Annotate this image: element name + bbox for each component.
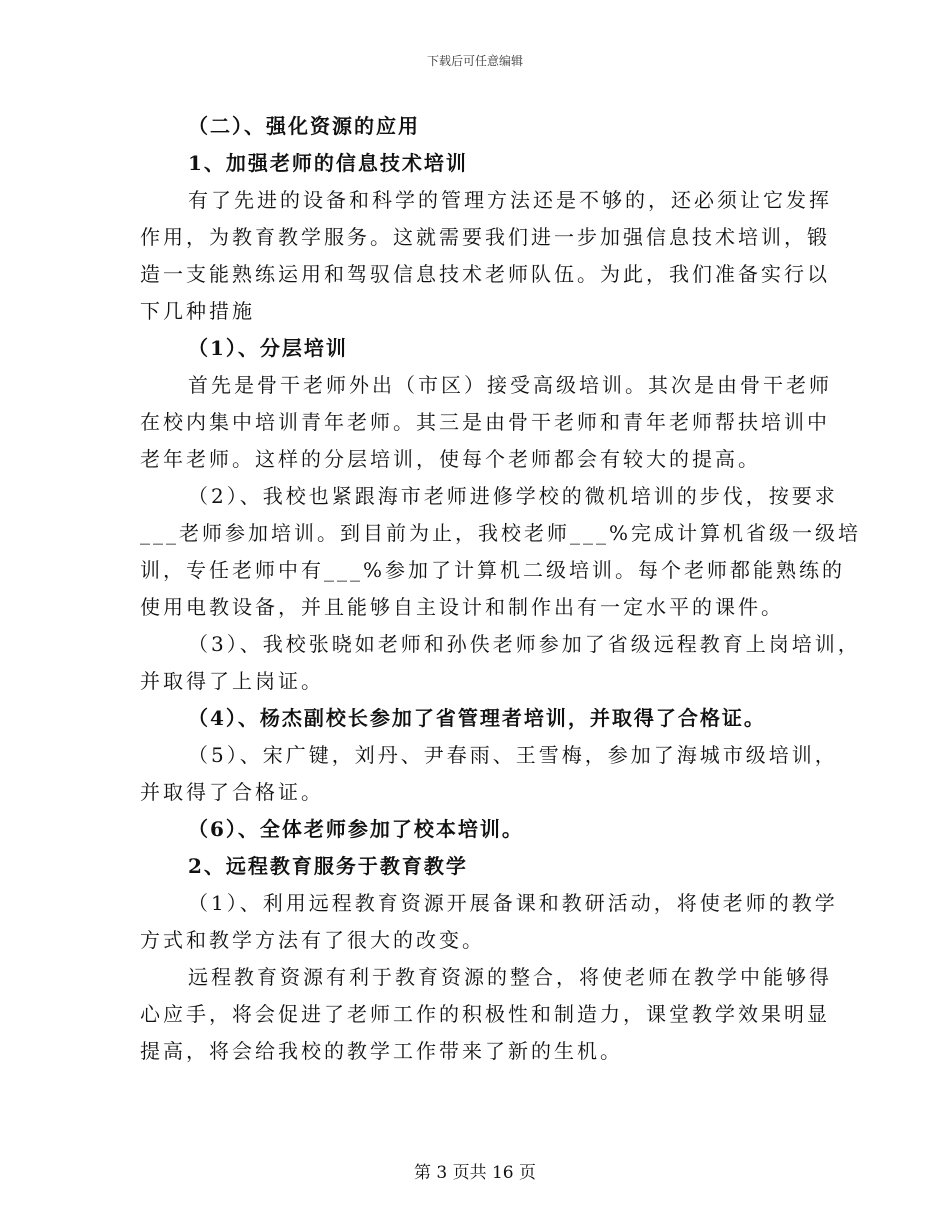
page-header: 下载后可任意编辑 [426, 54, 523, 68]
paragraph-line: （5）、宋广键，刘丹、尹春雨、王雪梅，参加了海城市级培训， [188, 743, 838, 767]
paragraph-line: 有了先进的设备和科学的管理方法还是不够的，还必须让它发挥 [188, 188, 832, 212]
paragraph-line: （3）、我校张晓如老师和孙佚老师参加了省级远程教育上岗培训， [188, 632, 861, 656]
paragraph-line: 远程教育资源有利于教育资源的整合，将使老师在教学中能够得 [188, 965, 832, 989]
subsection-heading: 2、远程教育服务于教育教学 [188, 854, 468, 878]
item-heading: （1）、分层培训 [188, 336, 348, 360]
paragraph-line: 训，专任老师中有___%参加了计算机二级培训。每个老师都能熟练的 [140, 558, 846, 582]
paragraph-line: 提高，将会给我校的教学工作带来了新的生机。 [140, 1039, 623, 1063]
paragraph-line: 作用，为教育教学服务。这就需要我们进一步加强信息技术培训，锻 [140, 225, 830, 249]
paragraph-line: 首先是骨干老师外出（市区）接受高级培训。其次是由骨干老师 [188, 373, 832, 397]
paragraph-line: （2）、我校也紧跟海市老师进修学校的微机培训的步伐，按要求 [188, 484, 838, 508]
paragraph-line: ___老师参加培训。到目前为止，我校老师___%完成计算机省级一级培 [140, 521, 862, 545]
item-heading: （4）、杨杰副校长参加了省管理者培训，并取得了合格证。 [188, 706, 766, 730]
paragraph-line: 造一支能熟练运用和驾驭信息技术老师队伍。为此，我们准备实行以 [140, 262, 830, 286]
item-heading: （6）、全体老师参加了校本培训。 [188, 817, 524, 841]
subsection-heading: 1、加强老师的信息技术培训 [188, 151, 468, 175]
paragraph-line: 使用电教设备，并且能够自主设计和制作出有一定水平的课件。 [140, 595, 784, 619]
paragraph-line: 在校内集中培训青年老师。其三是由骨干老师和青年老师帮扶培训中 [140, 410, 830, 434]
paragraph-line: 下几种措施 [140, 299, 255, 323]
section-heading: （二）、强化资源的应用 [188, 114, 420, 138]
paragraph-line: 方式和教学方法有了很大的改变。 [140, 928, 485, 952]
paragraph-line: 心应手，将会促进了老师工作的积极性和制造力，课堂教学效果明显 [140, 1002, 830, 1026]
paragraph-line: 并取得了上岗证。 [140, 669, 324, 693]
paragraph-line: 并取得了合格证。 [140, 780, 324, 804]
page-footer: 第 3 页共 16 页 [413, 1163, 537, 1183]
paragraph-line: 老年老师。这样的分层培训，使每个老师都会有较大的提高。 [140, 447, 761, 471]
paragraph-line: （1）、利用远程教育资源开展备课和教研活动，将使老师的教学 [188, 891, 838, 915]
